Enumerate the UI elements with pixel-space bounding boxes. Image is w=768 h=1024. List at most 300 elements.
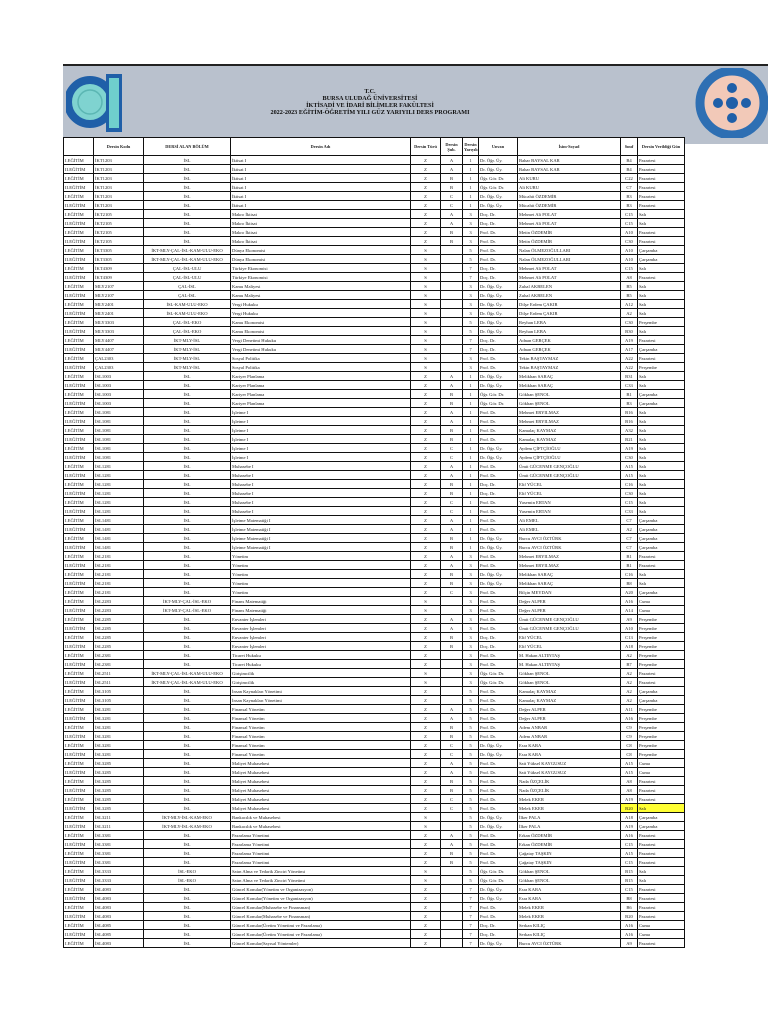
table-row: [64, 723, 685, 732]
table-row: [64, 894, 685, 903]
cell-course-code: İSL3105: [94, 696, 144, 705]
cell-department: ÇAL-İSL: [144, 282, 231, 291]
cell-instructor: Burcu AVCI ÖZTÜRK: [518, 543, 621, 552]
cell-instructor: Elif YÜCEL: [518, 642, 621, 651]
cell-course-name: Ticaret Hukuku: [231, 651, 411, 660]
cell-department: İSL: [144, 444, 231, 453]
cell-title: Prof. Dr.: [479, 849, 518, 858]
cell-classroom: B21: [621, 435, 638, 444]
cell-semester: 3: [463, 624, 479, 633]
cell-semester: 3: [463, 579, 479, 588]
cell-title: Öğr. Gör. Dr.: [479, 867, 518, 876]
cell-title: Prof. Dr.: [479, 255, 518, 264]
cell-course-code: İKT1203: [94, 156, 144, 165]
table-row: [64, 876, 685, 885]
table-row: [64, 462, 685, 471]
cell-instructor: Erkan ÖZDEMİR: [518, 831, 621, 840]
cell-education-type: I.EĞİTİM: [64, 903, 94, 912]
cell-section: [441, 813, 463, 822]
table-row: [64, 543, 685, 552]
cell-instructor: Kamalaç KAYMAZ: [518, 687, 621, 696]
cell-course-code: İSL2285: [94, 633, 144, 642]
cell-course-code: İSL1281: [94, 480, 144, 489]
cell-instructor: Aydem ÇİFTÇİOĞLU: [518, 453, 621, 462]
cell-course-type: Z: [411, 570, 441, 579]
cell-title: Dr. Öğr. Üy.: [479, 813, 518, 822]
cell-course-code: İSL1003: [94, 372, 144, 381]
cell-course-code: MLY3303: [94, 327, 144, 336]
cell-department: İSL: [144, 687, 231, 696]
cell-department: İSL: [144, 480, 231, 489]
cell-course-code: İSL2511: [94, 669, 144, 678]
cell-department: İKT-MLY-ÇAL-İSL-KAM-ULU-EKO: [144, 255, 231, 264]
cell-course-name: Kamu Maliyesi: [231, 282, 411, 291]
cell-department: İSL: [144, 399, 231, 408]
cell-education-type: II.EĞİTİM: [64, 453, 94, 462]
cell-instructor: Zuhal AKBELEN: [518, 291, 621, 300]
cell-course-type: S: [411, 363, 441, 372]
cell-day: Pazartesi: [638, 885, 685, 894]
cell-section: B: [441, 633, 463, 642]
cell-course-type: Z: [411, 462, 441, 471]
cell-instructor: Yasemin ERTAN: [518, 498, 621, 507]
cell-course-type: Z: [411, 543, 441, 552]
cell-course-name: Yönetim: [231, 579, 411, 588]
cell-course-code: İKT1203: [94, 165, 144, 174]
cell-title: Prof. Dr.: [479, 525, 518, 534]
table-row: [64, 669, 685, 678]
cell-day: Pazartesi: [638, 183, 685, 192]
table-row: [64, 840, 685, 849]
table-row: [64, 390, 685, 399]
cell-classroom: B20: [621, 804, 638, 813]
cell-department: İSL: [144, 705, 231, 714]
cell-education-type: I.EĞİTİM: [64, 921, 94, 930]
cell-course-code: İSL2181: [94, 570, 144, 579]
cell-instructor: Değer ALPER: [518, 606, 621, 615]
cell-day: Çarşamba: [638, 246, 685, 255]
cell-course-type: Z: [411, 444, 441, 453]
cell-course-code: MLY2107: [94, 282, 144, 291]
table-row: [64, 534, 685, 543]
cell-education-type: I.EĞİTİM: [64, 705, 94, 714]
cell-course-type: S: [411, 813, 441, 822]
cell-classroom: B4: [621, 156, 638, 165]
cell-classroom: A8: [621, 777, 638, 786]
cell-section: B: [441, 579, 463, 588]
cell-course-name: İktisat I: [231, 165, 411, 174]
cell-semester: 3: [463, 210, 479, 219]
cell-section: A: [441, 516, 463, 525]
cell-department: İSL: [144, 903, 231, 912]
cell-instructor: Zuhal AKBELEN: [518, 282, 621, 291]
cell-course-name: Türkiye Ekonomisi: [231, 273, 411, 282]
cell-course-type: S: [411, 669, 441, 678]
cell-course-type: Z: [411, 480, 441, 489]
cell-classroom: C30: [621, 489, 638, 498]
cell-education-type: II.EĞİTİM: [64, 435, 94, 444]
cell-section: B: [441, 732, 463, 741]
cell-course-type: Z: [411, 417, 441, 426]
cell-education-type: I.EĞİTİM: [64, 813, 94, 822]
cell-section: [441, 318, 463, 327]
cell-title: Doç. Dr.: [479, 642, 518, 651]
cell-classroom: A32: [621, 426, 638, 435]
cell-course-code: İSL1081: [94, 426, 144, 435]
cell-day: Perşembe: [638, 615, 685, 624]
cell-section: A: [441, 768, 463, 777]
cell-semester: 7: [463, 273, 479, 282]
cell-classroom: C7: [621, 534, 638, 543]
cell-classroom: A15: [621, 849, 638, 858]
cell-semester: 1: [463, 498, 479, 507]
cell-classroom: A22: [621, 354, 638, 363]
cell-section: A: [441, 615, 463, 624]
cell-instructor: Elif YÜCEL: [518, 633, 621, 642]
cell-semester: 5: [463, 246, 479, 255]
cell-course-name: Maliyet Muhasebesi: [231, 777, 411, 786]
cell-department: İKT-MLY-ÇAL-İSL-KAM-ULU-EKO: [144, 678, 231, 687]
cell-classroom: A10: [621, 624, 638, 633]
cell-education-type: I.EĞİTİM: [64, 174, 94, 183]
cell-day: Çarşamba: [638, 696, 685, 705]
cell-classroom: C8: [621, 750, 638, 759]
cell-semester: 1: [463, 165, 479, 174]
cell-course-name: Maliyet Muhasebesi: [231, 786, 411, 795]
cell-classroom: C22: [621, 174, 638, 183]
cell-instructor: Gökhan ŞENOL: [518, 390, 621, 399]
cell-course-name: Güncel Konular(Yönetim ve Organizasyon): [231, 885, 411, 894]
cell-title: Dr. Öğr. Üy.: [479, 444, 518, 453]
cell-department: İSL-EKO: [144, 867, 231, 876]
cell-semester: 1: [463, 183, 479, 192]
cell-department: İSL: [144, 858, 231, 867]
table-row: [64, 399, 685, 408]
cell-course-name: Finansal Yönetim: [231, 714, 411, 723]
cell-instructor: Gökhan ŞENOL: [518, 399, 621, 408]
cell-course-name: Finansal Yönetim: [231, 750, 411, 759]
cell-classroom: B5: [621, 282, 638, 291]
cell-semester: 5: [463, 840, 479, 849]
cell-classroom: C30: [621, 453, 638, 462]
cell-education-type: II.EĞİTİM: [64, 714, 94, 723]
cell-day: Perşembe: [638, 651, 685, 660]
table-row: [64, 363, 685, 372]
cell-course-code: İSL1081: [94, 453, 144, 462]
cell-course-code: İSL2511: [94, 678, 144, 687]
cell-classroom: B7: [621, 660, 638, 669]
cell-course-type: Z: [411, 210, 441, 219]
cell-day: Pazartesi: [638, 795, 685, 804]
cell-course-type: Z: [411, 552, 441, 561]
cell-semester: 3: [463, 678, 479, 687]
cell-title: Prof. Dr.: [479, 498, 518, 507]
cell-title: Prof. Dr.: [479, 651, 518, 660]
cell-semester: 3: [463, 651, 479, 660]
cell-instructor: Ümit GÜCENME GENÇOĞLU: [518, 615, 621, 624]
cell-department: İSL: [144, 930, 231, 939]
cell-course-name: Muhasebe I: [231, 462, 411, 471]
cell-education-type: I.EĞİTİM: [64, 570, 94, 579]
cell-day: Cuma: [638, 921, 685, 930]
cell-education-type: I.EĞİTİM: [64, 615, 94, 624]
cell-semester: 7: [463, 885, 479, 894]
cell-title: Prof. Dr.: [479, 417, 518, 426]
cell-section: B: [441, 489, 463, 498]
cell-section: B: [441, 786, 463, 795]
cell-classroom: A16: [621, 930, 638, 939]
cell-day: Pazartesi: [638, 669, 685, 678]
cell-education-type: I.EĞİTİM: [64, 318, 94, 327]
table-row: [64, 507, 685, 516]
cell-section: C: [441, 498, 463, 507]
table-row: [64, 183, 685, 192]
cell-course-code: İKT2105: [94, 237, 144, 246]
cell-day: Salı: [638, 462, 685, 471]
cell-semester: 1: [463, 435, 479, 444]
cell-course-code: İSL1281: [94, 507, 144, 516]
table-row: [64, 777, 685, 786]
cell-day: Perşembe: [638, 642, 685, 651]
cell-instructor: Nada ÖZÇELİK: [518, 777, 621, 786]
cell-education-type: I.EĞİTİM: [64, 282, 94, 291]
cell-title: Prof. Dr.: [479, 354, 518, 363]
cell-section: C: [441, 507, 463, 516]
cell-education-type: II.EĞİTİM: [64, 624, 94, 633]
cell-instructor: Serkan KILIÇ: [518, 921, 621, 930]
cell-course-name: İşletme I: [231, 408, 411, 417]
cell-instructor: Melikhan SARAÇ: [518, 579, 621, 588]
cell-classroom: C8: [621, 741, 638, 750]
cell-day: Salı: [638, 417, 685, 426]
cell-education-type: I.EĞİTİM: [64, 849, 94, 858]
cell-instructor: M. Hakan ALTINTAŞ: [518, 660, 621, 669]
cell-education-type: II.EĞİTİM: [64, 930, 94, 939]
cell-classroom: B3: [621, 192, 638, 201]
cell-semester: 3: [463, 354, 479, 363]
cell-title: Prof. Dr.: [479, 552, 518, 561]
cell-course-name: Makro İktisat: [231, 228, 411, 237]
cell-day: Salı: [638, 408, 685, 417]
cell-classroom: C15: [621, 219, 638, 228]
cell-course-name: İşletme Matematiği I: [231, 516, 411, 525]
cell-classroom: B6: [621, 903, 638, 912]
cell-section: [441, 921, 463, 930]
cell-course-code: İKT3305: [94, 255, 144, 264]
cell-day: Perşembe: [638, 660, 685, 669]
cell-day: Pazartesi: [638, 336, 685, 345]
cell-day: Salı: [638, 210, 685, 219]
table-row: [64, 300, 685, 309]
cell-course-name: Kariyer Planlama: [231, 372, 411, 381]
cell-instructor: Tekin BAŞTAYMAZ: [518, 363, 621, 372]
cell-department: İKT-MLY-İSL: [144, 345, 231, 354]
cell-instructor: Ümit GÜCENME GENÇOĞLU: [518, 462, 621, 471]
cell-department: İSL-KAM-ULU-EKO: [144, 300, 231, 309]
cell-course-type: S: [411, 597, 441, 606]
cell-semester: 5: [463, 831, 479, 840]
cell-classroom: B15: [621, 867, 638, 876]
cell-course-type: Z: [411, 642, 441, 651]
cell-department: İSL: [144, 660, 231, 669]
cell-department: İSL: [144, 201, 231, 210]
cell-section: C: [441, 588, 463, 597]
cell-semester: 3: [463, 219, 479, 228]
table-row: [64, 867, 685, 876]
cell-department: İSL: [144, 768, 231, 777]
cell-instructor: Metin ÖZDEMİR: [518, 228, 621, 237]
faculty-logo-right: [694, 68, 768, 138]
table-row: [64, 732, 685, 741]
table-row: [64, 453, 685, 462]
cell-day: Salı: [638, 282, 685, 291]
cell-education-type: II.EĞİTİM: [64, 363, 94, 372]
cell-semester: 7: [463, 930, 479, 939]
cell-education-type: II.EĞİTİM: [64, 876, 94, 885]
cell-section: [441, 660, 463, 669]
cell-title: Dr. Öğr. Üy.: [479, 327, 518, 336]
table-header-row: [64, 138, 685, 156]
cell-section: C: [441, 453, 463, 462]
cell-education-type: II.EĞİTİM: [64, 183, 94, 192]
cell-education-type: II.EĞİTİM: [64, 471, 94, 480]
cell-course-code: İSL1081: [94, 408, 144, 417]
cell-title: Dr. Öğr. Üy.: [479, 570, 518, 579]
cell-department: İSL: [144, 183, 231, 192]
table-row: [64, 606, 685, 615]
cell-section: [441, 363, 463, 372]
cell-course-code: İSL1481: [94, 525, 144, 534]
cell-title: Doç. Dr.: [479, 345, 518, 354]
cell-course-code: İSL3285: [94, 786, 144, 795]
cell-instructor: M. Hakan ALTINTAŞ: [518, 651, 621, 660]
table-row: [64, 273, 685, 282]
cell-instructor: Yasemin ERTAN: [518, 507, 621, 516]
cell-course-type: S: [411, 309, 441, 318]
cell-course-code: İSL3105: [94, 687, 144, 696]
cell-instructor: Ümit GÜCENME GENÇOĞLU: [518, 624, 621, 633]
cell-section: B: [441, 849, 463, 858]
table-row: [64, 426, 685, 435]
cell-semester: 7: [463, 894, 479, 903]
cell-education-type: II.EĞİTİM: [64, 732, 94, 741]
cell-section: C: [441, 444, 463, 453]
cell-section: B: [441, 237, 463, 246]
cell-course-name: Maliyet Muhasebesi: [231, 768, 411, 777]
cell-semester: 3: [463, 561, 479, 570]
cell-day: Salı: [638, 480, 685, 489]
cell-education-type: II.EĞİTİM: [64, 381, 94, 390]
cell-education-type: I.EĞİTİM: [64, 516, 94, 525]
cell-section: [441, 255, 463, 264]
cell-semester: 5: [463, 705, 479, 714]
cell-day: Pazartesi: [638, 777, 685, 786]
cell-department: İSL: [144, 165, 231, 174]
cell-day: Pazartesi: [638, 831, 685, 840]
table-row: [64, 552, 685, 561]
cell-instructor: Mehmet Ali POLAT: [518, 273, 621, 282]
cell-semester: 1: [463, 156, 479, 165]
cell-title: Prof. Dr.: [479, 786, 518, 795]
cell-department: ÇAL-İSL-EKO: [144, 327, 231, 336]
cell-section: B: [441, 534, 463, 543]
cell-section: [441, 687, 463, 696]
cell-section: [441, 822, 463, 831]
cell-department: İSL: [144, 525, 231, 534]
cell-classroom: A8: [621, 273, 638, 282]
cell-instructor: Ali KURU: [518, 183, 621, 192]
cell-instructor: Elif YÜCEL: [518, 489, 621, 498]
table-row: [64, 903, 685, 912]
cell-day: Çarşamba: [638, 516, 685, 525]
cell-instructor: Esra KARA: [518, 741, 621, 750]
cell-instructor: Elif YÜCEL: [518, 480, 621, 489]
cell-instructor: Ali EMEL: [518, 516, 621, 525]
cell-section: [441, 651, 463, 660]
cell-classroom: A15: [621, 462, 638, 471]
cell-course-type: Z: [411, 588, 441, 597]
cell-semester: 3: [463, 300, 479, 309]
cell-classroom: A8: [621, 786, 638, 795]
cell-title: Prof. Dr.: [479, 660, 518, 669]
cell-title: Dr. Öğr. Üy.: [479, 309, 518, 318]
cell-semester: 5: [463, 795, 479, 804]
cell-semester: 3: [463, 633, 479, 642]
cell-classroom: A2: [621, 696, 638, 705]
cell-department: İSL: [144, 192, 231, 201]
cell-course-code: İSL4083: [94, 903, 144, 912]
cell-title: Dr. Öğr. Üy.: [479, 156, 518, 165]
cell-classroom: A10: [621, 246, 638, 255]
cell-section: [441, 894, 463, 903]
table-row: [64, 417, 685, 426]
cell-section: A: [441, 408, 463, 417]
cell-course-name: Pazarlama Yönetimi: [231, 840, 411, 849]
cell-classroom: B8: [621, 894, 638, 903]
cell-course-name: Kamu Maliyesi: [231, 291, 411, 300]
cell-department: İSL: [144, 615, 231, 624]
cell-instructor: Melikhan SARAÇ: [518, 381, 621, 390]
cell-instructor: Esra KARA: [518, 894, 621, 903]
cell-education-type: I.EĞİTİM: [64, 372, 94, 381]
cell-course-name: Maliyet Muhasebesi: [231, 804, 411, 813]
cell-day: Salı: [638, 327, 685, 336]
cell-course-type: S: [411, 318, 441, 327]
cell-semester: 5: [463, 867, 479, 876]
cell-department: ÇAL-İSL-ULU: [144, 264, 231, 273]
cell-day: Salı: [638, 867, 685, 876]
title-line-2: BURSA ULUDAĞ ÜNİVERSİTESİ: [322, 95, 418, 102]
cell-semester: 5: [463, 741, 479, 750]
cell-course-code: ÇAL2303: [94, 363, 144, 372]
cell-title: Prof. Dr.: [479, 624, 518, 633]
table-row: [64, 498, 685, 507]
cell-course-name: Vergi Denetimi Hukuku: [231, 336, 411, 345]
cell-classroom: C7: [621, 543, 638, 552]
cell-course-type: S: [411, 678, 441, 687]
cell-section: [441, 912, 463, 921]
cell-section: A: [441, 624, 463, 633]
cell-instructor: Mehmet ERYILMAZ: [518, 561, 621, 570]
cell-semester: 1: [463, 390, 479, 399]
cell-semester: 3: [463, 669, 479, 678]
cell-education-type: I.EĞİTİM: [64, 588, 94, 597]
cell-education-type: I.EĞİTİM: [64, 264, 94, 273]
cell-section: [441, 282, 463, 291]
cell-course-code: İSL1281: [94, 462, 144, 471]
cell-course-name: İktisat I: [231, 192, 411, 201]
cell-department: İKT-MLY-ÇAL-İSL-KAM-ULU-EKO: [144, 669, 231, 678]
